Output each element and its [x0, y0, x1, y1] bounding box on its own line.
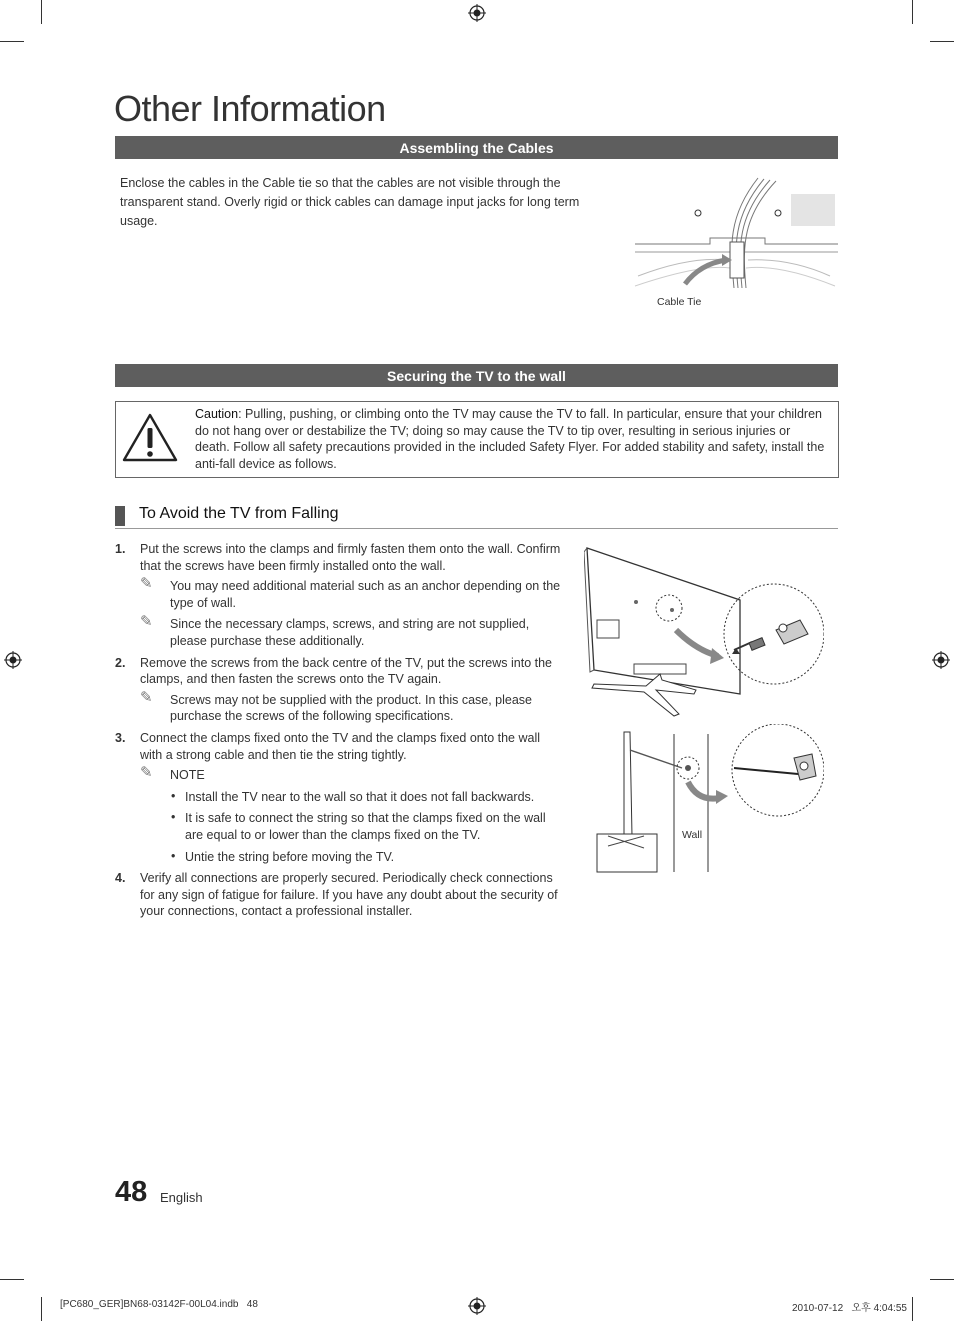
timestamp: 2010-07-12 오후 4:04:55 [792, 1303, 907, 1314]
wall-label: Wall [682, 829, 703, 841]
step-item [115, 541, 565, 650]
step-item [115, 870, 565, 920]
section-heading-wall: Securing the TV to the wall [115, 364, 838, 387]
note-text: Since the necessary clamps, screws, and string are not supplied, please purchase these additionally. [170, 617, 530, 648]
note-item [140, 613, 565, 649]
crop-mark [930, 1279, 954, 1280]
step-item [115, 655, 565, 725]
note-label: NOTE [170, 768, 205, 783]
registration-icon [468, 4, 486, 22]
caution-body: : Pulling, pushing, or climbing onto the TV may cause the TV to fall. In particular, ensure that your children do not hang over or destabilize the TV; doing so may cause the TV to tip over, resulting in serious injuries or death. Follow all safety precautions provided in the included Safety Flyer. For added stability and safety, install the anti-fall device as follows. [195, 407, 825, 472]
subheading: To Avoid the TV from Falling [139, 505, 339, 522]
note-text: Screws may not be supplied with the product. In this case, please purchase the screws of the following specifications. [170, 692, 532, 724]
bullet-text: Install the TV near to the wall so that it does not fall backwards. [185, 789, 535, 804]
subheading-rule [115, 528, 838, 529]
bullet-text: It is safe to connect the string so that the clamps fixed on the wall are equal to or lower than the clamps fixed on the TV. [185, 811, 546, 842]
step-number: 1. [115, 542, 126, 556]
cables-paragraph: Enclose the cables in the Cable tie so that the cables are not visible through the transparent stand. Overly rigid or thick cables can damage input jacks for long term usage. [120, 176, 580, 228]
file-info: [PC680_GER]BN68-03142F-00L04.indb 48 [60, 1299, 258, 1310]
note-text: You may need additional material such as an anchor depending on the type of wall. [170, 579, 561, 610]
step-item [115, 730, 565, 865]
step-text: Connect the clamps fixed onto the TV and the clamps fixed onto the wall with a strong cable and then tie the string tightly. [140, 730, 540, 762]
cable-tie-label: Cable Tie [657, 296, 702, 308]
step-text: Verify all connections are properly secured. Periodically check connections for any sign of fatigue for failure. If you have any doubt about the security of your connections, contact a professional installer. [140, 871, 558, 919]
pencil-note-icon: ✎ [140, 575, 153, 593]
bullet-dot: • [171, 848, 176, 863]
subheading-marker [115, 506, 125, 526]
crop-mark [912, 1297, 913, 1321]
registration-icon [468, 1297, 486, 1315]
step-number: 2. [115, 655, 126, 670]
crop-mark [41, 0, 42, 24]
note-item [140, 575, 565, 611]
steps-list [115, 541, 565, 925]
step-number: 4. [115, 871, 126, 886]
tv-back-illustration [584, 544, 824, 722]
section-heading-cables: Assembling the Cables [115, 136, 838, 159]
bullet-item [140, 849, 565, 866]
bullet-dot: • [171, 810, 176, 825]
bullet-dot: • [171, 788, 176, 803]
cable-tie-illustration [630, 176, 840, 292]
crop-mark [0, 41, 24, 42]
crop-mark [41, 1297, 42, 1321]
page-title: Other Information [114, 88, 386, 129]
pencil-note-icon: ✎ [140, 613, 153, 631]
crop-mark [912, 0, 913, 24]
crop-mark [930, 41, 954, 42]
bullet-item [140, 810, 565, 843]
step-text: Remove the screws from the back centre of the TV, put the screws into the clamps, and then fasten the screws onto the TV again. [140, 655, 553, 687]
wall-illustration [594, 724, 824, 874]
registration-icon [4, 651, 22, 669]
page-number: 48 [115, 1176, 148, 1208]
step-text: Put the screws into the clamps and firmly fasten them onto the wall. Confirm that the screws have been firmly installed onto the wall. [140, 542, 561, 573]
caution-label: Caution [195, 407, 239, 421]
registration-icon [932, 651, 950, 669]
warning-triangle-icon [121, 412, 179, 464]
pencil-note-icon: ✎ [140, 764, 153, 782]
bullet-item [140, 789, 565, 806]
language-label: English [160, 1190, 203, 1205]
bullet-text: Untie the string before moving the TV. [185, 849, 395, 864]
crop-mark [0, 1279, 24, 1280]
step-number: 3. [115, 730, 126, 745]
note-item [140, 688, 565, 725]
pencil-note-icon: ✎ [140, 688, 153, 706]
note-item [140, 764, 565, 784]
caution-text [195, 406, 825, 473]
